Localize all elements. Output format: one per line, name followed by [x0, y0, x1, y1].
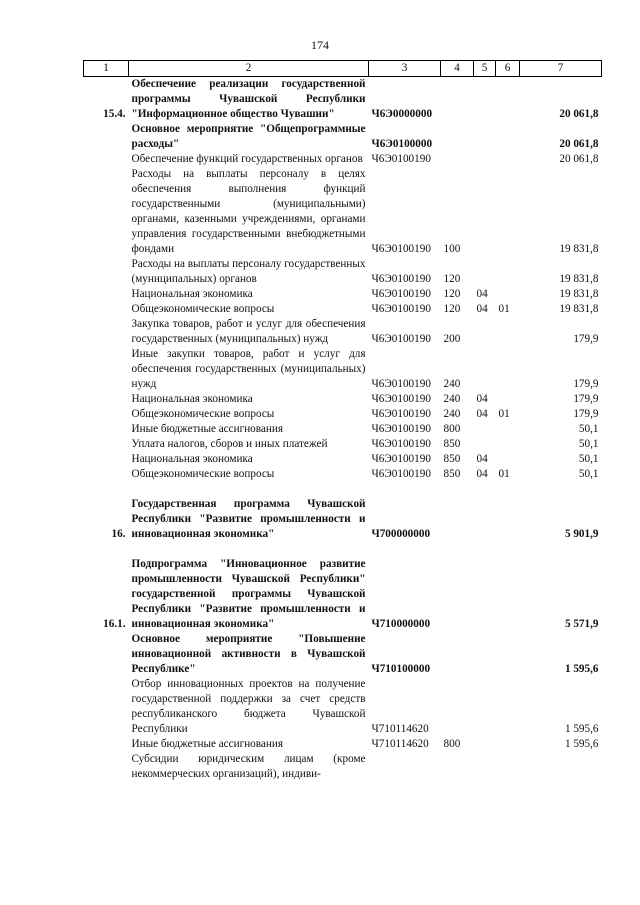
- row-expense-type: 240: [443, 393, 461, 405]
- row-number: [84, 392, 129, 407]
- column-number-row: [84, 61, 602, 77]
- row-target-code: Ч6Э0100190: [371, 288, 431, 300]
- row-expense-type: [441, 77, 474, 123]
- table-row: [84, 437, 602, 452]
- row-section: 04: [476, 408, 488, 420]
- row-section: [474, 122, 496, 152]
- row-name: Расходы на выплаты персоналу государственных (муниципальных) органов: [131, 258, 366, 285]
- row-target-code: Ч6Э0100190: [371, 423, 431, 435]
- row-number: [84, 287, 129, 302]
- row-number: [84, 677, 129, 737]
- row-name: Общеэкономические вопросы: [131, 408, 275, 420]
- row-target-code: Ч6Э0100000: [371, 138, 433, 150]
- column-header: 3: [369, 61, 441, 77]
- table-row: [84, 167, 602, 257]
- row-subsection: [496, 152, 520, 167]
- row-number: [84, 167, 129, 257]
- row-number: 16.1.: [103, 618, 126, 630]
- row-name: Закупка товаров, работ и услуг для обеспечения государственных (муниципальных) нужд: [131, 318, 366, 345]
- row-target-code: Ч6Э0000000: [371, 108, 433, 120]
- column-header: 1: [84, 61, 129, 77]
- row-number: [84, 152, 129, 167]
- row-expense-type: 240: [443, 408, 461, 420]
- row-expense-type: 200: [443, 333, 461, 345]
- row-section: [474, 482, 496, 542]
- row-amount: [520, 752, 602, 782]
- table-row: [84, 542, 602, 632]
- budget-table: [83, 60, 602, 782]
- table-row: [84, 452, 602, 467]
- row-number: [84, 737, 129, 752]
- row-target-code: Ч710000000: [371, 618, 431, 630]
- row-target-code: Ч6Э0100190: [371, 273, 431, 285]
- row-name: Иные бюджетные ассигнования: [131, 423, 283, 435]
- row-expense-type: [441, 677, 474, 737]
- row-name: Государственная программа Чувашской Республики "Развитие промышленности и инновационная экономика": [131, 498, 366, 540]
- row-section: 04: [476, 393, 488, 405]
- row-amount: 50,1: [578, 453, 599, 465]
- row-expense-type: 120: [443, 303, 461, 315]
- row-subsection: [496, 317, 520, 347]
- row-number: [84, 437, 129, 452]
- row-subsection: 01: [498, 303, 510, 315]
- row-name: Уплата налогов, сборов и иных платежей: [131, 438, 328, 450]
- row-number: [84, 467, 129, 482]
- row-number: [84, 632, 129, 677]
- row-subsection: [496, 347, 520, 392]
- row-expense-type: 850: [443, 438, 461, 450]
- row-expense-type: 800: [443, 423, 461, 435]
- row-number: 15.4.: [103, 108, 126, 120]
- row-number: [84, 257, 129, 287]
- row-name: Основное мероприятие "Общепрограммные расходы": [131, 123, 366, 150]
- table-row: [84, 122, 602, 152]
- table-row: [84, 677, 602, 737]
- row-expense-type: [441, 122, 474, 152]
- row-amount: 50,1: [578, 468, 599, 480]
- row-section: [474, 437, 496, 452]
- row-number: 16.: [111, 528, 126, 540]
- row-target-code: Ч6Э0100190: [371, 453, 431, 465]
- row-expense-type: 850: [443, 468, 461, 480]
- row-target-code: Ч6Э0100190: [371, 303, 431, 315]
- row-expense-type: [441, 542, 474, 632]
- row-target-code: Ч6Э0100190: [371, 243, 431, 255]
- row-subsection: [496, 752, 520, 782]
- row-number: [84, 302, 129, 317]
- row-target-code: Ч6Э0100190: [371, 153, 431, 165]
- row-name: Подпрограмма "Инновационное развитие промышленности Чувашской Республики" государственной программы Чувашской Республики "Развитие промышленности и инновационная экономика": [131, 558, 366, 630]
- row-target-code: Ч710100000: [371, 663, 431, 675]
- row-amount: 179,9: [573, 393, 599, 405]
- row-section: [474, 317, 496, 347]
- column-header: 2: [129, 61, 369, 77]
- table-row: [84, 632, 602, 677]
- row-subsection: [496, 422, 520, 437]
- row-subsection: [496, 77, 520, 123]
- row-name: Обеспечение функций государственных органов: [131, 153, 363, 165]
- column-header: 6: [496, 61, 520, 77]
- row-number: [84, 407, 129, 422]
- row-amount: 1 595,6: [564, 738, 599, 750]
- row-amount: 19 831,8: [559, 243, 599, 255]
- row-section: [474, 257, 496, 287]
- row-amount: 5 571,9: [564, 618, 599, 630]
- row-name: Иные закупки товаров, работ и услуг для обеспечения государственных (муниципальных) нужд: [131, 348, 366, 390]
- row-number: [84, 752, 129, 782]
- column-header: 5: [474, 61, 496, 77]
- row-target-code: Ч6Э0100190: [371, 393, 431, 405]
- row-section: [474, 677, 496, 737]
- row-expense-type: [441, 152, 474, 167]
- row-subsection: [496, 677, 520, 737]
- row-amount: 5 901,9: [564, 528, 599, 540]
- table-row: [84, 317, 602, 347]
- row-name: Общеэкономические вопросы: [131, 468, 275, 480]
- row-expense-type: [441, 482, 474, 542]
- row-section: [474, 752, 496, 782]
- row-name: Обеспечение реализации государственной программы Чувашской Республики "Информационное общество Чувашии": [131, 78, 366, 120]
- row-name: Национальная экономика: [131, 288, 253, 300]
- row-target-code: Ч700000000: [371, 528, 431, 540]
- row-amount: 19 831,8: [559, 273, 599, 285]
- table-row: [84, 152, 602, 167]
- row-amount: 1 595,6: [564, 723, 599, 735]
- column-header: 7: [520, 61, 602, 77]
- row-section: [474, 347, 496, 392]
- row-section: [474, 737, 496, 752]
- row-section: [474, 542, 496, 632]
- table-row: [84, 752, 602, 782]
- row-target-code: Ч710114620: [371, 738, 429, 750]
- row-name: Национальная экономика: [131, 393, 253, 405]
- row-amount: 50,1: [578, 438, 599, 450]
- row-amount: 179,9: [573, 408, 599, 420]
- row-section: 04: [476, 303, 488, 315]
- row-subsection: [496, 737, 520, 752]
- row-number: [84, 317, 129, 347]
- row-section: [474, 77, 496, 123]
- table-row: [84, 467, 602, 482]
- row-expense-type: 120: [443, 288, 461, 300]
- row-subsection: [496, 632, 520, 677]
- row-amount: 20 061,8: [559, 138, 599, 150]
- row-expense-type: [441, 632, 474, 677]
- row-section: 04: [476, 288, 488, 300]
- row-section: 04: [476, 468, 488, 480]
- row-target-code: Ч6Э0100190: [371, 333, 431, 345]
- table-row: [84, 302, 602, 317]
- row-expense-type: 800: [443, 738, 461, 750]
- row-expense-type: 850: [443, 453, 461, 465]
- row-amount: 20 061,8: [559, 153, 599, 165]
- row-name: Иные бюджетные ассигнования: [131, 738, 283, 750]
- row-expense-type: 240: [443, 378, 461, 390]
- row-target-code: [369, 752, 441, 782]
- row-expense-type: [441, 752, 474, 782]
- row-amount: 179,9: [573, 378, 599, 390]
- row-amount: 19 831,8: [559, 303, 599, 315]
- row-subsection: [496, 482, 520, 542]
- row-expense-type: 120: [443, 273, 461, 285]
- row-subsection: [496, 287, 520, 302]
- row-number: [84, 347, 129, 392]
- row-name: Общеэкономические вопросы: [131, 303, 275, 315]
- row-section: [474, 632, 496, 677]
- table-row: [84, 737, 602, 752]
- row-subsection: 01: [498, 408, 510, 420]
- row-name: Субсидии юридическим лицам (кроме некоммерческих организаций), индиви-: [131, 753, 366, 780]
- row-subsection: [496, 392, 520, 407]
- row-amount: 179,9: [573, 333, 599, 345]
- row-subsection: [496, 542, 520, 632]
- row-section: 04: [476, 453, 488, 465]
- table-row: [84, 392, 602, 407]
- row-name: Отбор инновационных проектов на получение государственной поддержки за счет средств республиканского бюджета Чувашской Республики: [131, 678, 366, 735]
- table-row: [84, 257, 602, 287]
- row-number: [84, 122, 129, 152]
- table-row: [84, 287, 602, 302]
- row-number: [84, 422, 129, 437]
- row-name: Национальная экономика: [131, 453, 253, 465]
- row-section: [474, 422, 496, 437]
- row-target-code: Ч6Э0100190: [371, 408, 431, 420]
- row-section: [474, 152, 496, 167]
- row-section: [474, 167, 496, 257]
- row-number: [84, 452, 129, 467]
- row-subsection: [496, 437, 520, 452]
- row-subsection: [496, 167, 520, 257]
- row-target-code: Ч6Э0100190: [371, 468, 431, 480]
- row-subsection: 01: [498, 468, 510, 480]
- table-row: [84, 422, 602, 437]
- row-subsection: [496, 452, 520, 467]
- row-amount: 50,1: [578, 423, 599, 435]
- row-subsection: [496, 122, 520, 152]
- row-amount: 1 595,6: [564, 663, 599, 675]
- row-name: Основное мероприятие "Повышение инновационной активности в Чувашской Республике": [131, 633, 366, 675]
- row-subsection: [496, 257, 520, 287]
- row-name: Расходы на выплаты персоналу в целях обеспечения выполнения функций государственными (муниципальными) органами, казенными учреждениями, органами управления государственными внебюджетными фондами: [131, 168, 366, 255]
- table-row: [84, 77, 602, 123]
- table-row: [84, 407, 602, 422]
- row-expense-type: 100: [443, 243, 461, 255]
- row-amount: 19 831,8: [559, 288, 599, 300]
- row-target-code: Ч6Э0100190: [371, 438, 431, 450]
- column-header: 4: [441, 61, 474, 77]
- page-number: 174: [311, 38, 329, 52]
- row-amount: 20 061,8: [559, 108, 599, 120]
- table-row: [84, 482, 602, 542]
- row-target-code: Ч6Э0100190: [371, 378, 431, 390]
- table-row: [84, 347, 602, 392]
- row-target-code: Ч710114620: [371, 723, 429, 735]
